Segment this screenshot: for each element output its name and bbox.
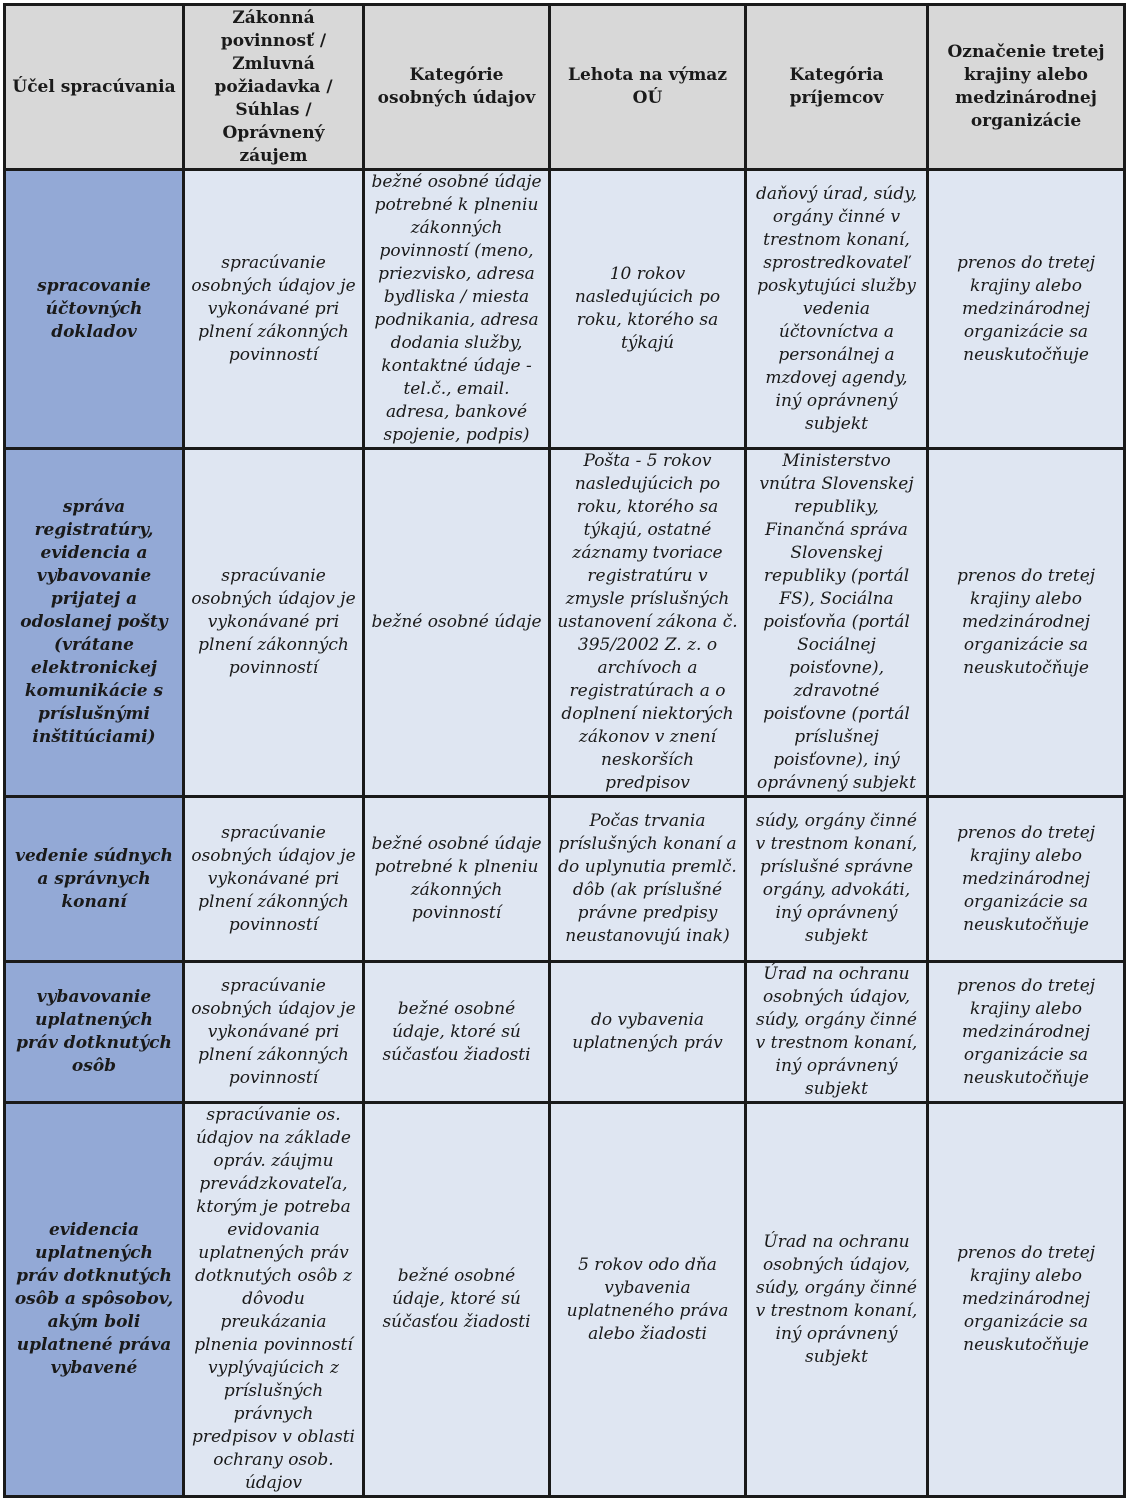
cell-legal-basis: spracúvanie osobných údajov je vykonávané pri plnení zákonných povinností bbox=[184, 962, 364, 1103]
table-row bbox=[5, 170, 1125, 449]
cell-third-country: prenos do tretej krajiny alebo medzinárodnej organizácie sa neuskutočňuje bbox=[928, 797, 1125, 962]
cell-legal-basis: spracúvanie osobných údajov je vykonávané pri plnení zákonných povinností bbox=[184, 797, 364, 962]
cell-data-categories: bežné osobné údaje bbox=[364, 449, 550, 797]
header-third-country: Označenie tretej krajiny alebo medzinárodnej organizácie bbox=[928, 5, 1125, 170]
cell-purpose: správa registratúry, evidencia a vybavovanie prijatej a odoslanej pošty (vrátane elektronickej komunikácie s príslušnými inštitúciami) bbox=[5, 449, 184, 797]
table-row bbox=[5, 1103, 1125, 1497]
header-row bbox=[5, 5, 1125, 170]
table-row bbox=[5, 962, 1125, 1103]
cell-data-categories: bežné osobné údaje, ktoré sú súčasťou žiadosti bbox=[364, 1103, 550, 1497]
cell-recipients: Úrad na ochranu osobných údajov, súdy, orgány činné v trestnom konaní, iný oprávnený subjekt bbox=[746, 962, 928, 1103]
cell-recipients: daňový úrad, súdy, orgány činné v trestnom konaní, sprostredkovateľ poskytujúci služby vedenia účtovníctva a personálnej a mzdovej agendy, iný oprávnený subjekt bbox=[746, 170, 928, 449]
cell-legal-basis: spracúvanie osobných údajov je vykonávané pri plnení zákonných povinností bbox=[184, 170, 364, 449]
cell-recipients: súdy, orgány činné v trestnom konaní, príslušné správne orgány, advokáti, iný oprávnený subjekt bbox=[746, 797, 928, 962]
processing-table bbox=[3, 3, 1126, 1498]
header-deletion-deadline: Lehota na výmaz OÚ bbox=[550, 5, 746, 170]
header-purpose: Účel spracúvania bbox=[5, 5, 184, 170]
cell-third-country: prenos do tretej krajiny alebo medzinárodnej organizácie sa neuskutočňuje bbox=[928, 962, 1125, 1103]
cell-deletion-deadline: 10 rokov nasledujúcich po roku, ktorého sa týkajú bbox=[550, 170, 746, 449]
cell-legal-basis: spracúvanie os. údajov na základe opráv. záujmu prevádzkovateľa, ktorým je potreba evidovania uplatnených práv dotknutých osôb z dôvodu preukázania plnenia povinností vyplývajúcich z príslušných právnych predpisov v oblasti ochrany osob. údajov bbox=[184, 1103, 364, 1497]
cell-recipients: Úrad na ochranu osobných údajov, súdy, orgány činné v trestnom konaní, iný oprávnený subjekt bbox=[746, 1103, 928, 1497]
header-data-categories: Kategórie osobných údajov bbox=[364, 5, 550, 170]
cell-data-categories: bežné osobné údaje potrebné k plneniu zákonných povinností bbox=[364, 797, 550, 962]
cell-third-country: prenos do tretej krajiny alebo medzinárodnej organizácie sa neuskutočňuje bbox=[928, 170, 1125, 449]
cell-deletion-deadline: Pošta - 5 rokov nasledujúcich po roku, ktorého sa týkajú, ostatné záznamy tvoriace registratúru v zmysle príslušných ustanovení zákona č. 395/2002 Z. z. o archívoch a registratúrach a o doplnení niektorých zákonov v znení neskorších predpisov bbox=[550, 449, 746, 797]
cell-purpose: vedenie súdnych a správnych konaní bbox=[5, 797, 184, 962]
cell-deletion-deadline: 5 rokov odo dňa vybavenia uplatneného práva alebo žiadosti bbox=[550, 1103, 746, 1497]
cell-recipients: Ministerstvo vnútra Slovenskej republiky, Finančná správa Slovenskej republiky (portál FS), Sociálna poisťovňa (portál Sociálnej poisťovne), zdravotné poisťovne (portál príslušnej poisťovne), iný oprávnený subjekt bbox=[746, 449, 928, 797]
cell-data-categories: bežné osobné údaje potrebné k plneniu zákonných povinností (meno, priezvisko, adresa bydliska / miesta podnikania, adresa dodania služby, kontaktné údaje - tel.č., email. adresa, bankové spojenie, podpis) bbox=[364, 170, 550, 449]
header-recipients: Kategória príjemcov bbox=[746, 5, 928, 170]
cell-data-categories: bežné osobné údaje, ktoré sú súčasťou žiadosti bbox=[364, 962, 550, 1103]
cell-legal-basis: spracúvanie osobných údajov je vykonávané pri plnení zákonných povinností bbox=[184, 449, 364, 797]
cell-purpose: vybavovanie uplatnených práv dotknutých osôb bbox=[5, 962, 184, 1103]
table-row bbox=[5, 797, 1125, 962]
header-legal-basis: Zákonná povinnosť / Zmluvná požiadavka / Súhlas / Oprávnený záujem bbox=[184, 5, 364, 170]
cell-purpose: evidencia uplatnených práv dotknutých osôb a spôsobov, akým boli uplatnené práva vybavené bbox=[5, 1103, 184, 1497]
cell-deletion-deadline: Počas trvania príslušných konaní a do uplynutia premlč. dôb (ak príslušné právne predpisy neustanovujú inak) bbox=[550, 797, 746, 962]
cell-deletion-deadline: do vybavenia uplatnených práv bbox=[550, 962, 746, 1103]
table-row bbox=[5, 449, 1125, 797]
cell-third-country: prenos do tretej krajiny alebo medzinárodnej organizácie sa neuskutočňuje bbox=[928, 1103, 1125, 1497]
cell-purpose: spracovanie účtovných dokladov bbox=[5, 170, 184, 449]
cell-third-country: prenos do tretej krajiny alebo medzinárodnej organizácie sa neuskutočňuje bbox=[928, 449, 1125, 797]
